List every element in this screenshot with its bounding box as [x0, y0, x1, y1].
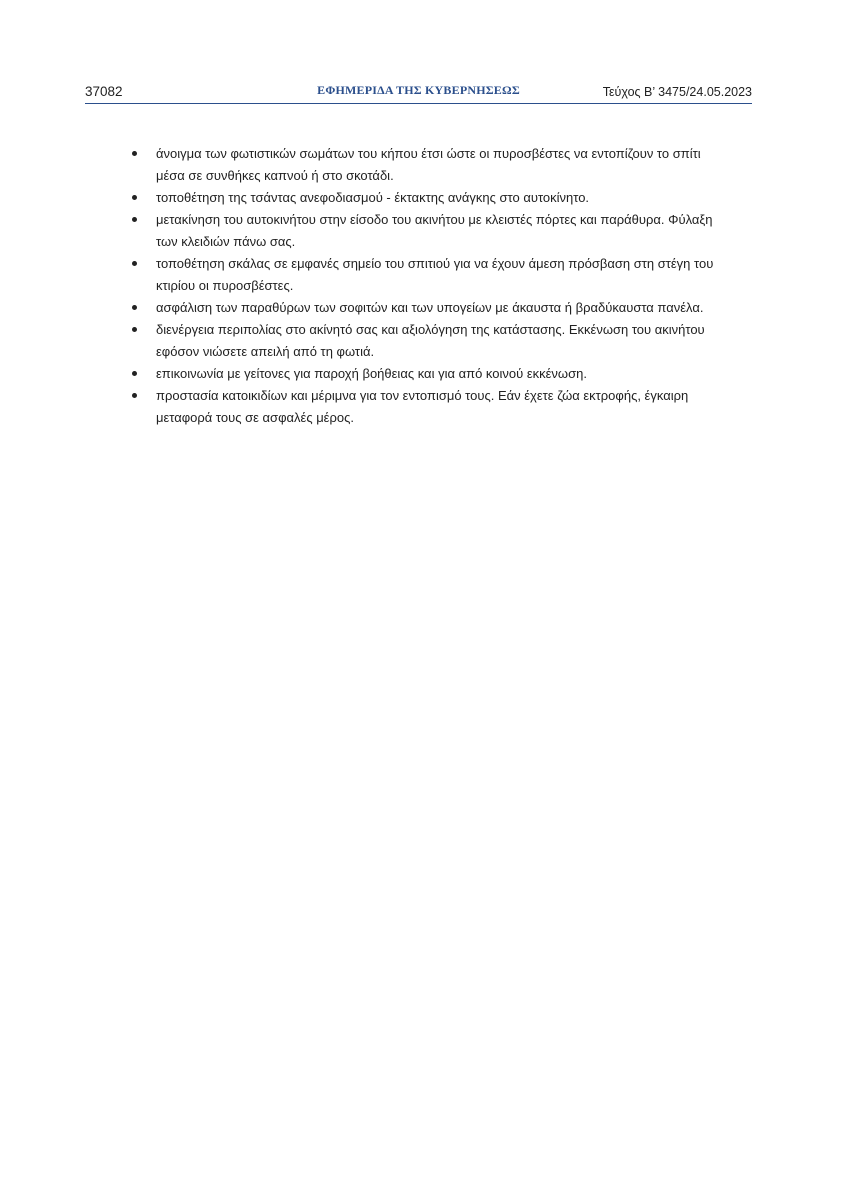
document-body: [131, 143, 721, 429]
list-item: [131, 209, 721, 253]
bullet-icon: [132, 261, 137, 266]
list-item-text: προστασία κατοικιδίων και μέριμνα για τον εντοπισμό τους. Εάν έχετε ζώα εκτροφής, έγκαιρη μεταφορά τους σε ασφαλές μέρος.: [156, 388, 689, 425]
gazette-title: ΕΦΗΜΕΡΙΔΑ ΤΗΣ ΚΥΒΕΡΝΗΣΕΩΣ: [317, 83, 520, 97]
bullet-icon: [132, 327, 137, 332]
page-header: [85, 82, 752, 104]
bullet-icon: [132, 151, 137, 156]
list-item-text: ασφάλιση των παραθύρων των σοφιτών και των υπογείων με άκαυστα ή βραδύκαυστα πανέλα.: [156, 300, 704, 315]
list-item-text: διενέργεια περιπολίας στο ακίνητό σας και αξιολόγηση της κατάστασης. Εκκένωση του ακινήτου εφόσον νιώσετε απειλή από τη φωτιά.: [156, 322, 705, 359]
issue-reference: Τεύχος B’ 3475/24.05.2023: [602, 85, 752, 99]
list-item: [131, 253, 721, 297]
list-item: [131, 319, 721, 363]
list-item: [131, 385, 721, 429]
bullet-icon: [132, 371, 137, 376]
bullet-icon: [132, 393, 137, 398]
header-divider: [85, 103, 752, 104]
bullet-list: [131, 143, 721, 429]
list-item-text: μετακίνηση του αυτοκινήτου στην είσοδο του ακινήτου με κλειστές πόρτες και παράθυρα. Φύλαξη των κλειδιών πάνω σας.: [156, 212, 713, 249]
bullet-icon: [132, 195, 137, 200]
list-item: [131, 363, 721, 385]
list-item-text: τοποθέτηση της τσάντας ανεφοδιασμού - έκτακτης ανάγκης στο αυτοκίνητο.: [156, 190, 590, 205]
list-item: [131, 187, 721, 209]
page-number: 37082: [85, 84, 123, 99]
bullet-icon: [132, 305, 137, 310]
bullet-icon: [132, 217, 137, 222]
list-item: [131, 297, 721, 319]
list-item-text: άνοιγμα των φωτιστικών σωμάτων του κήπου έτσι ώστε οι πυροσβέστες να εντοπίζουν το σπίτι μέσα σε συνθήκες καπνού ή στο σκοτάδι.: [156, 146, 701, 183]
list-item-text: επικοινωνία με γείτονες για παροχή βοήθειας και για από κοινού εκκένωση.: [156, 366, 587, 381]
list-item-text: τοποθέτηση σκάλας σε εμφανές σημείο του σπιτιού για να έχουν άμεση πρόσβαση στη στέγη του κτιρίου οι πυροσβέστες.: [156, 256, 714, 293]
list-item: [131, 143, 721, 187]
